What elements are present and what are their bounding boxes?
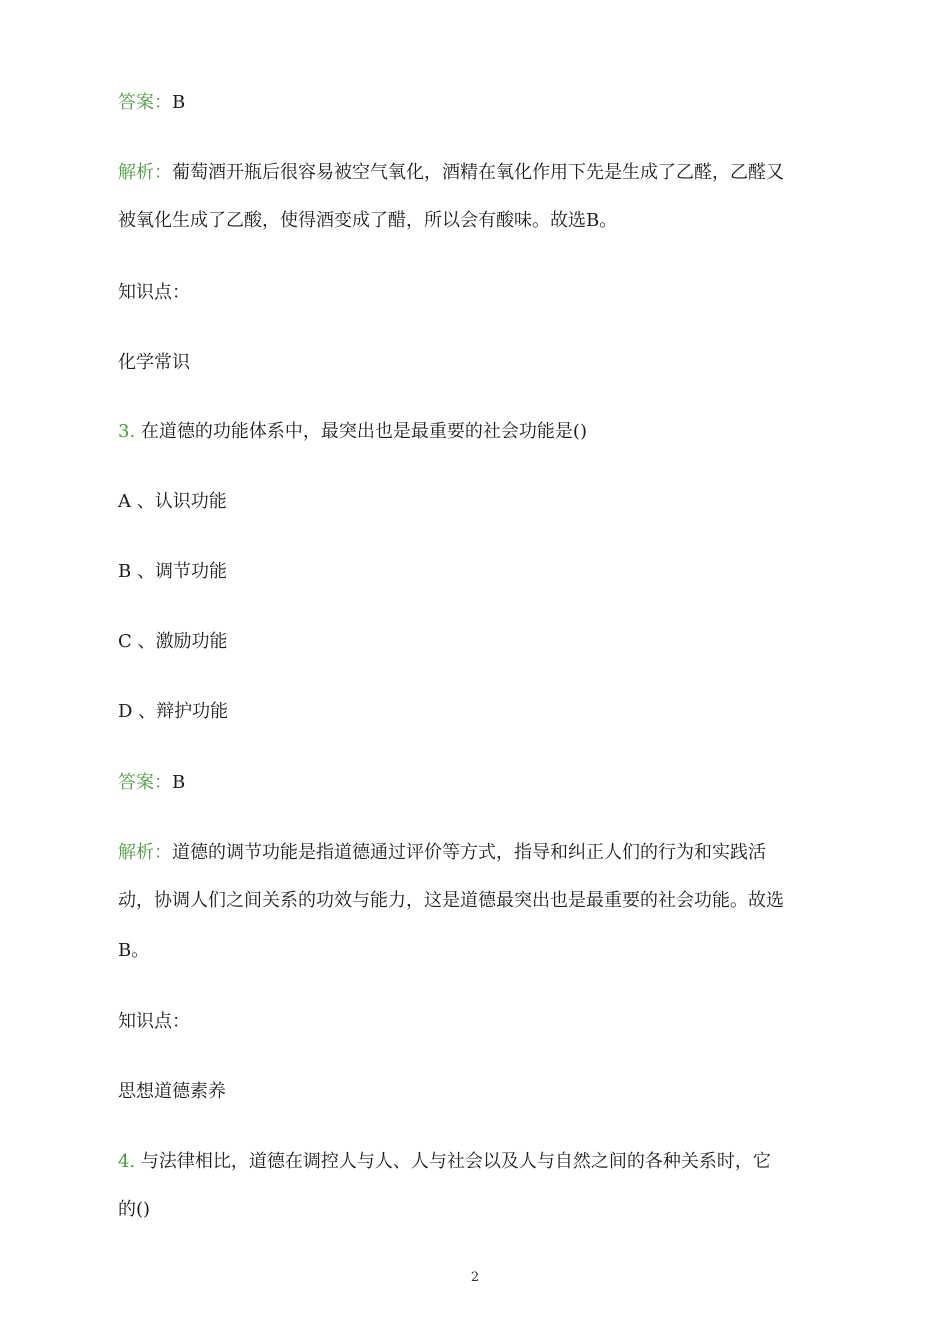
answer-value: B xyxy=(172,92,186,113)
question-number: 4. xyxy=(118,1151,136,1172)
answer-value: B xyxy=(172,772,186,793)
q3-knowledge-value: 思想道德素养 xyxy=(118,1081,226,1102)
q4-stem-line-1 xyxy=(118,1150,771,1174)
analysis-text: 道德的调节功能是指道德通过评价等方式，指导和纠正人们的行为和实践活 xyxy=(172,842,766,863)
q3-analysis-line-2: 动，协调人们之间关系的功效与能力，这是道德最突出也是最重要的社会功能。故选 xyxy=(118,890,784,911)
question-number: 3. xyxy=(118,421,136,442)
q2-analysis-line-2: 被氧化生成了乙酸，使得酒变成了醋，所以会有酸味。故选B。 xyxy=(118,210,618,231)
page-number: 2 xyxy=(470,1270,480,1285)
answer-label: 答案： xyxy=(118,772,172,793)
analysis-text: 葡萄酒开瓶后很容易被空气氧化，酒精在氧化作用下先是生成了乙醛，乙醛又 xyxy=(172,162,784,183)
q2-answer xyxy=(118,91,185,115)
analysis-label: 解析： xyxy=(118,842,172,863)
q3-option-b: B 、调节功能 xyxy=(118,561,227,582)
q3-answer xyxy=(118,771,185,795)
q4-stem-line-2: 的() xyxy=(118,1199,151,1220)
question-text: 在道德的功能体系中，最突出也是最重要的社会功能是() xyxy=(140,421,587,442)
q3-option-a: A 、认识功能 xyxy=(118,491,227,512)
q3-option-d: D 、辩护功能 xyxy=(118,701,229,722)
q3-option-c: C 、激励功能 xyxy=(118,631,228,652)
question-text: 与法律相比，道德在调控人与人、人与社会以及人与自然之间的各种关系时，它 xyxy=(140,1151,771,1172)
q3-knowledge-label: 知识点： xyxy=(118,1011,190,1032)
q3-stem xyxy=(118,420,587,444)
q3-analysis-line-1 xyxy=(118,841,766,865)
q3-analysis-line-3: B。 xyxy=(118,940,150,961)
q2-analysis-line-1 xyxy=(118,161,784,185)
analysis-label: 解析： xyxy=(118,162,172,183)
answer-label: 答案： xyxy=(118,92,172,113)
q2-knowledge-label: 知识点： xyxy=(118,282,190,303)
q2-knowledge-value: 化学常识 xyxy=(118,352,190,373)
